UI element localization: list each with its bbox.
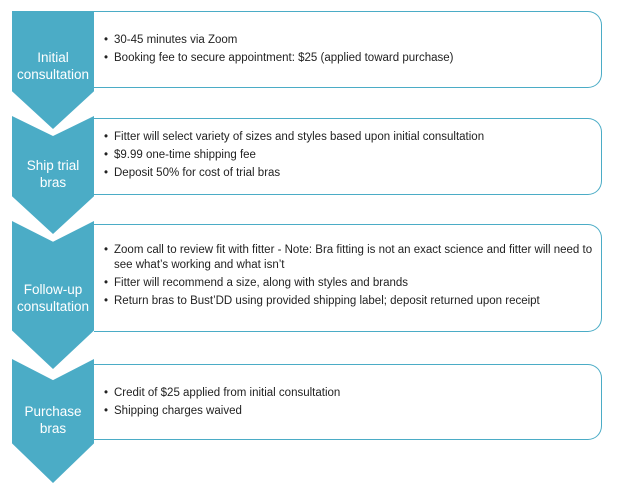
step-label-initial-consultation: Initial consultation (16, 50, 90, 82)
step-label-ship-trial-bras: Ship trial bras (26, 158, 80, 190)
step-label-follow-up-consultation: Follow-up consultation (16, 282, 90, 314)
step-card-follow-up-consultation (94, 224, 602, 332)
step-card-initial-consultation (94, 11, 602, 88)
bullet-item: • Fitter will recommend a size, along with styles and brands (104, 276, 593, 291)
bullet-item: • $9.99 one-time shipping fee (104, 148, 593, 163)
bullet-item: • Return bras to Bust’DD using provided shipping label; deposit returned upon receipt (104, 294, 593, 309)
step-card-purchase-bras (94, 364, 602, 440)
bullet-item: • 30-45 minutes via Zoom (104, 33, 593, 48)
bullet-item: • Credit of $25 applied from initial consultation (104, 386, 593, 401)
step-label-purchase-bras: Purchase bras (24, 404, 82, 436)
bullet-item: • Deposit 50% for cost of trial bras (104, 166, 593, 181)
step-card-ship-trial-bras (94, 118, 602, 195)
bullet-item: • Zoom call to review fit with fitter - Note: Bra fitting is not an exact science and fitter will need to see what’s working and what isn’t (104, 243, 593, 273)
bullet-item: • Fitter will select variety of sizes and styles based upon initial consultation (104, 130, 593, 145)
bullet-item: • Booking fee to secure appointment: $25 (applied toward purchase) (104, 51, 593, 66)
bullet-item: • Shipping charges waived (104, 404, 593, 419)
